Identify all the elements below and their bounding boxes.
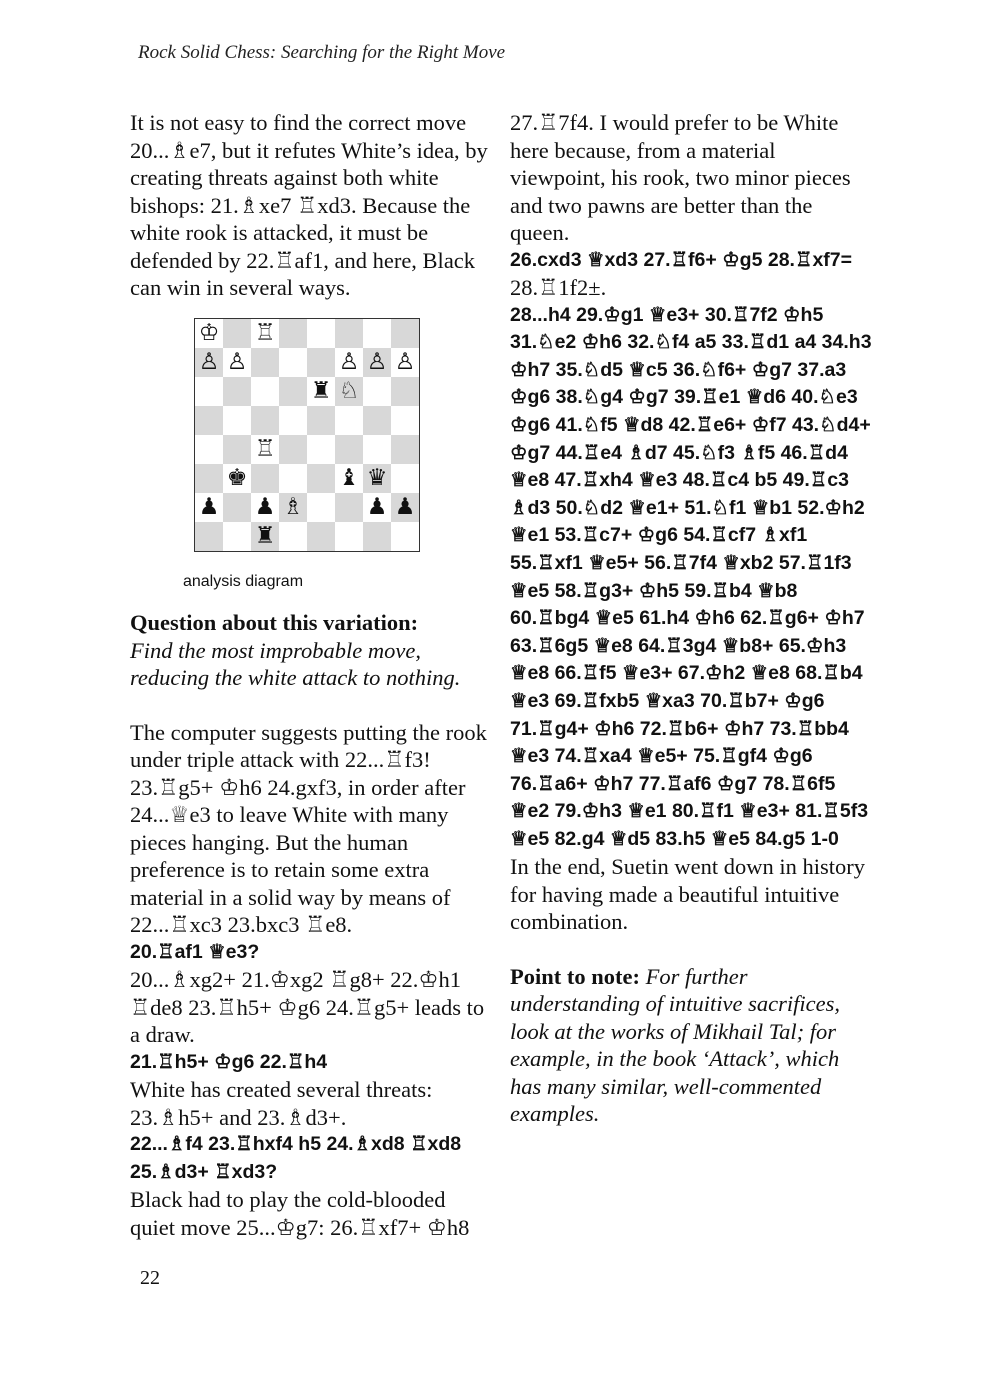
board-square (251, 348, 279, 377)
move-sequence: 20.♖af1 ♕e3? (130, 940, 260, 963)
board-square (195, 377, 223, 406)
running-header: Rock Solid Chess: Searching for the Right Move (138, 42, 506, 63)
chess-piece: ♚ (226, 464, 248, 491)
board-square (307, 464, 335, 493)
paragraph: 28.♖1f2±. (510, 275, 607, 301)
chess-board (194, 318, 420, 552)
page-number: 22 (140, 1267, 160, 1289)
chess-piece: ♟ (394, 493, 416, 520)
chess-piece: ♙ (226, 348, 248, 375)
question-text: Find the most improbable move, reducing the white attack to nothing. (130, 637, 461, 690)
board-square (279, 435, 307, 464)
board-square (195, 435, 223, 464)
question-title: Question about this variation: (130, 610, 419, 635)
paragraph: White has created several threats: 23.♗h5+ and 23.♗d3+. (130, 1077, 433, 1130)
board-square (279, 319, 307, 348)
board-square (279, 406, 307, 435)
board-square (307, 522, 335, 551)
chess-piece: ♙ (394, 348, 416, 375)
paragraph: In the end, Suetin went down in history for having made a beautiful intuitive combination. (510, 854, 865, 935)
chess-piece: ♘ (338, 377, 360, 404)
board-square (363, 522, 391, 551)
board-square (195, 522, 223, 551)
board-square (363, 406, 391, 435)
board-square (307, 493, 335, 522)
paragraph: 27.♖7f4. I would prefer to be White here because, from a material viewpoint, his rook, two minor pieces and two pawns are better than the queen. (510, 110, 851, 245)
point-to-note (510, 963, 875, 1128)
paragraph: The computer suggests putting the rook under triple attack with 22...♖f3! 23.♖g5+ ♔h6 24.gxf3, in order after 24...♕e3 to leave White with many pieces hanging. But the human preference is to retain some extra material in a solid way by means of 22...♖xc3 23.bxc3 ♖e8. (130, 719, 487, 937)
left-column (130, 109, 488, 1241)
chess-piece: ♗ (282, 493, 304, 520)
board-square (335, 522, 363, 551)
board-square (223, 493, 251, 522)
chess-piece: ♛ (366, 464, 388, 491)
board-square (335, 493, 363, 522)
chess-piece: ♖ (254, 319, 276, 346)
board-square (335, 319, 363, 348)
board-square (363, 319, 391, 348)
analysis-diagram (194, 318, 420, 552)
board-square (251, 377, 279, 406)
point-text: For further understanding of intuitive sacrifices, look at the works of Mikhail Tal; for example, in the book ‘Attack’, which has many similar, well-commented examples. (510, 963, 840, 1127)
chess-piece: ♟ (366, 493, 388, 520)
point-title: Point to note: (510, 963, 640, 989)
board-square (279, 377, 307, 406)
board-square (223, 435, 251, 464)
board-square (223, 377, 251, 406)
board-square (391, 464, 419, 493)
right-column (510, 109, 875, 1128)
board-square (335, 435, 363, 464)
paragraph: It is not easy to find the correct move 20...♗e7, but it refutes White’s idea, by creating threats against both white bishops: 21.♗xe7 ♖xd3. Because the white rook is attacked, it must be defended by 22.♖af1, and here, Black can win in several ways. (130, 110, 488, 300)
board-square (223, 319, 251, 348)
board-square (363, 435, 391, 464)
chess-piece: ♙ (366, 348, 388, 375)
chess-piece: ♟ (254, 493, 276, 520)
board-square (279, 348, 307, 377)
chess-piece: ♔ (198, 319, 220, 346)
board-square (195, 406, 223, 435)
board-square (391, 435, 419, 464)
paragraph: 20...♗xg2+ 21.♔xg2 ♖g8+ 22.♔h1 ♖de8 23.♖h5+ ♔g6 24.♖g5+ leads to a draw. (130, 967, 485, 1048)
move-sequence: 28...h4 29.♔g1 ♕e3+ 30.♖7f2 ♔h5 31.♘e2 ♔h6 32.♘f4 a5 33.♖d1 a4 34.h3 ♔h7 35.♘d5 ♕c5 36.♘f6+ ♔g7 37.a3 ♔g6 38.♘g4 ♔g7 39.♖e1 ♕d6 40.♘e3 ♔g6 41.♘f5 ♕d8 42.♖e6+ ♔f7 43.♘d4+ ♔g7 44.♖e4 ♗d7 45.♘f3 ♗f5 46.♖d4 ♕e8 47.♖xh4 ♕e3 48.♖c4 b5 49.♖c3 ♗d3 50.♘d2 ♕e1+ 51.♘f1 ♕b1 52.♔h2 ♕e1 53.♖c7+ ♔g6 54.♖cf7 ♗xf1 55.♖xf1 ♕e5+ 56.♖7f4 ♕xb2 57.♖1f3 ♕e5 58.♖g3+ ♔h5 59.♖b4 ♕b8 60.♖bg4 ♕e5 61.h4 ♔h6 62.♖g6+ ♔h7 63.♖6g5 ♕e8 64.♖3g4 ♕b8+ 65.♔h3 ♕e8 66.♖f5 ♕e3+ 67.♔h2 ♕e8 68.♖b4 ♕e3 69.♖fxb5 ♕xa3 70.♖b7+ ♔g6 71.♖g4+ ♔h6 72.♖b6+ ♔h7 73.♖bb4 ♕e3 74.♖xa4 ♕e5+ 75.♖gf4 ♔g6 76.♖a6+ ♔h7 77.♖af6 ♔g7 78.♖6f5 ♕e2 79.♔h3 ♕e1 80.♖f1 ♕e3+ 81.♖5f3 ♕e5 82.g4 ♕d5 83.h5 ♕e5 84.g5 1-0 (510, 303, 872, 850)
chess-piece: ♙ (338, 348, 360, 375)
board-square (251, 406, 279, 435)
paragraph: Black had to play the cold-blooded quiet move 25...♔g7: 26.♖xf7+ ♔h8 (130, 1187, 470, 1240)
board-square (307, 406, 335, 435)
board-square (195, 464, 223, 493)
board-square (307, 319, 335, 348)
board-square (335, 406, 363, 435)
board-square (279, 522, 307, 551)
chess-piece: ♜ (254, 522, 276, 549)
chess-piece: ♙ (198, 348, 220, 375)
chess-piece: ♝ (338, 464, 360, 491)
move-sequence: 22...♗f4 23.♖hxf4 h5 24.♗xd8 ♖xd8 25.♗d3+ ♖xd3? (130, 1133, 462, 1183)
chess-piece: ♜ (310, 377, 332, 404)
move-sequence: 26.cxd3 ♕xd3 27.♖f6+ ♔g5 28.♖xf7= (510, 248, 853, 271)
diagram-caption: analysis diagram (182, 572, 304, 590)
board-square (307, 435, 335, 464)
board-square (279, 464, 307, 493)
chess-piece: ♟ (198, 493, 220, 520)
move-sequence: 21.♖h5+ ♔g6 22.♖h4 (130, 1050, 328, 1073)
board-square (391, 319, 419, 348)
board-square (251, 464, 279, 493)
board-square (223, 406, 251, 435)
board-square (363, 377, 391, 406)
chess-piece: ♖ (254, 435, 276, 462)
board-square (391, 522, 419, 551)
board-square (307, 348, 335, 377)
board-square (391, 406, 419, 435)
board-square (223, 522, 251, 551)
board-square (391, 377, 419, 406)
